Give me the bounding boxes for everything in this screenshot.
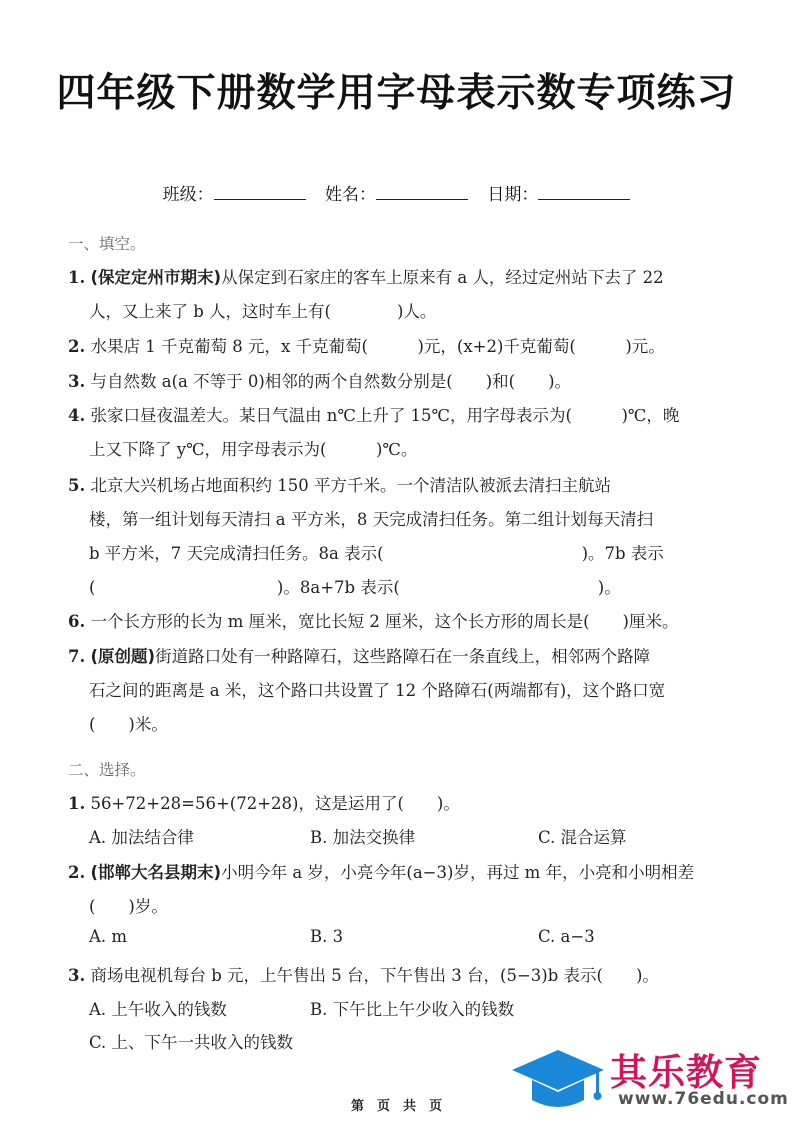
choice-1: 1. 56+72+28=56+(72+28)，这是运用了( )。 — [68, 794, 460, 813]
question-4-line-2: 上又下降了 y℃，用字母表示为( )℃。 — [89, 440, 418, 459]
question-1-line-1: 1. (保定定州市期末)从保定到石家庄的客车上原来有 a 人，经过定州站下去了 22 — [68, 268, 664, 287]
name-field[interactable]: 姓名： — [325, 185, 468, 205]
choice-2-option-b[interactable]: B. 3 — [310, 927, 344, 946]
choice-2-option-a[interactable]: A. m — [89, 927, 128, 946]
question-6: 6. 一个长方形的长为 m 厘米，宽比长短 2 厘米，这个长方形的周长是( )厘米。 — [68, 612, 679, 631]
question-5-line-2: 楼，第一组计划每天清扫 a 平方米，8 天完成清扫任务。第二组计划每天清扫 — [89, 510, 654, 529]
choice-2-option-c[interactable]: C. a−3 — [538, 927, 595, 946]
question-3: 3. 与自然数 a(a 不等于 0)相邻的两个自然数分别是( )和( )。 — [68, 372, 572, 391]
student-info — [0, 180, 793, 205]
question-4-line-1: 4. 张家口昼夜温差大。某日气温由 n℃上升了 15℃，用字母表示为( )℃，晚 — [68, 406, 680, 425]
section-heading-fill-blank: 一、填空。 — [68, 235, 146, 253]
section-heading-choice: 二、选择。 — [68, 761, 146, 779]
choice-2-line-1: 2. (邯郸大名县期末)小明今年 a 岁，小亮今年(a−3)岁，再过 m 年，小亮和小明相差 — [68, 863, 695, 882]
choice-1-option-a[interactable]: A. 加法结合律 — [89, 828, 194, 847]
question-1-line-2: 人，又上来了 b 人，这时车上有( )人。 — [89, 302, 437, 321]
choice-3-option-a[interactable]: A. 上午收入的钱数 — [89, 1000, 227, 1019]
question-7-line-1: 7. (原创题)街道路口处有一种路障石，这些路障石在一条直线上，相邻两个路障 — [68, 647, 651, 666]
question-7-line-2: 石之间的距离是 a 米，这个路口共设置了 12 个路障石(两端都有)，这个路口宽 — [89, 681, 666, 700]
choice-1-option-c[interactable]: C. 混合运算 — [538, 828, 627, 847]
class-field[interactable]: 班级： — [163, 185, 306, 205]
question-7-line-3: ( )米。 — [89, 715, 168, 734]
choice-3: 3. 商场电视机每台 b 元，上午售出 5 台，下午售出 3 台，(5−3)b 表示( )。 — [68, 966, 659, 985]
page-footer: 第 页 共 页 — [350, 1099, 442, 1114]
date-field[interactable]: 日期： — [487, 185, 630, 205]
brand-name: 其乐教育 — [610, 1051, 762, 1094]
choice-1-option-b[interactable]: B. 加法交换律 — [310, 828, 416, 847]
choice-3-option-b[interactable]: B. 下午比上午少收入的钱数 — [310, 1000, 515, 1019]
choice-3-option-c[interactable]: C. 上、下午一共收入的钱数 — [89, 1033, 294, 1052]
question-5-line-4: ( )。8a+7b 表示( )。 — [89, 578, 621, 597]
question-5-line-1: 5. 北京大兴机场占地面积约 150 平方千米。一个清洁队被派去清扫主航站 — [68, 476, 611, 495]
question-2: 2. 水果店 1 千克葡萄 8 元，x 千克葡萄( )元，(x+2)千克葡萄( )元。 — [68, 337, 665, 356]
question-5-line-3: b 平方米，7 天完成清扫任务。8a 表示( )。7b 表示 — [89, 544, 664, 563]
page-title: 四年级下册数学用字母表示数专项练习 — [56, 71, 737, 116]
choice-2-line-2: ( )岁。 — [89, 897, 168, 916]
brand-url: www.76edu.com — [618, 1089, 789, 1109]
